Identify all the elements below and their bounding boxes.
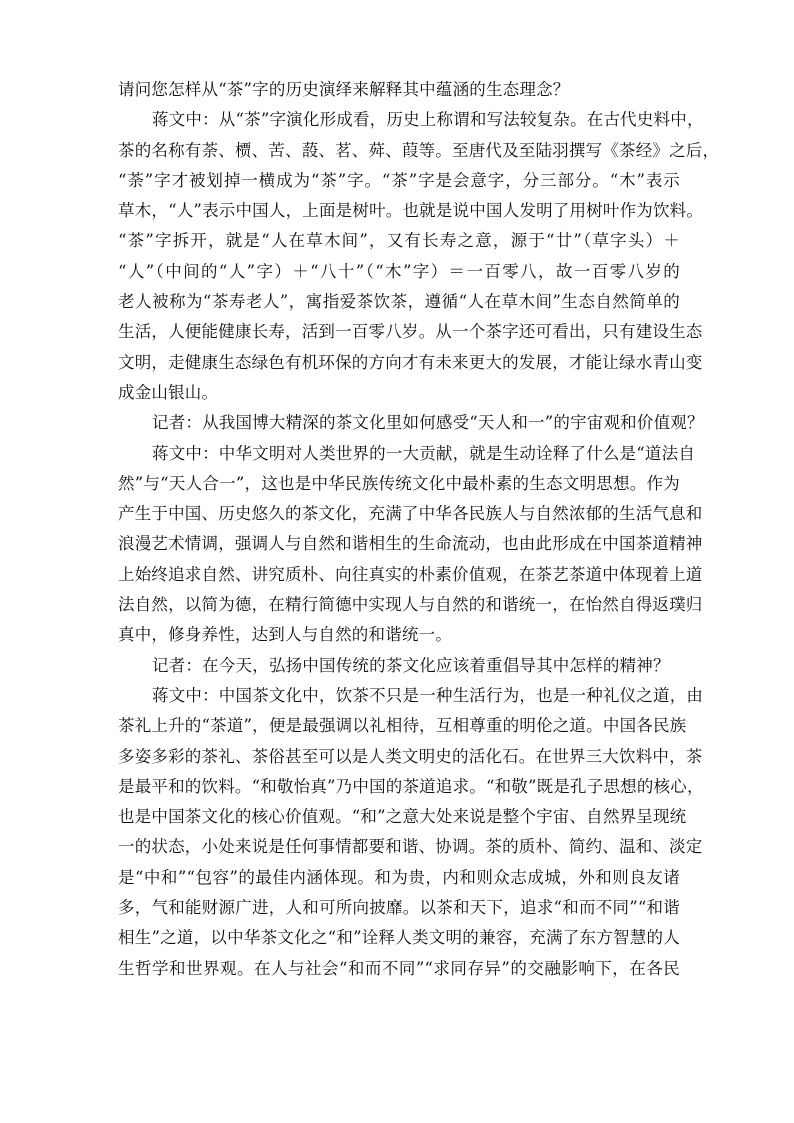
text-line: 草木，“人”表示中国人，上面是树叶。也就是说中国人发明了用树叶作为饮料。	[118, 201, 704, 221]
text-line: 记者：从我国博大精深的茶文化里如何感受“天人和一”的宇宙观和价值观？	[152, 413, 704, 433]
text-line: 浪漫艺术情调，强调人与自然和谐相生的生命流动，也由此形成在中国茶道精神	[118, 534, 703, 554]
text-line: 也是中国茶文化的核心价值观。“和”之意大处来说是整个宇宙、自然界呈现统	[118, 807, 687, 827]
text-line: 然”与“天人合一”，这也是中华民族传统文化中最朴素的生态文明思想。作为	[118, 473, 680, 493]
text-line: “人”（中间的“人”字）＋“八十”（“木”字）＝一百零八，故一百零八岁的	[118, 261, 680, 281]
text-line: 蒋文中：从“茶”字演化形成看，历史上称谓和写法较复杂。在古代史料中，	[152, 110, 704, 130]
text-line: 是最平和的饮料。“和敬怡真”乃中国的茶道追求。“和敬”既是孔子思想的核心，	[118, 776, 704, 796]
text-line: 茶的名称有荼、槚、苦、蔎、茗、荈、葭等。至唐代及至陆羽撰写《茶经》之后，	[118, 140, 720, 160]
text-line: 多，气和能财源广进，人和可所向披靡。以茶和天下，追求“和而不同”“和谐	[118, 898, 680, 918]
document-page	[118, 80, 720, 989]
text-line: 生活，人便能健康长寿，活到一百零八岁。从一个茶字还可看出，只有建设生态	[118, 322, 703, 342]
text-line: 老人被称为“茶寿老人”，寓指爱茶饮茶，遵循“人在草木间”生态自然简单的	[118, 292, 680, 312]
text-line: 法自然，以简为德，在精行简德中实现人与自然的和谐统一，在怡然自得返璞归	[118, 595, 703, 615]
text-line: 多姿多彩的茶礼、茶俗甚至可以是人类文明史的活化石。在世界三大饮料中，茶	[118, 746, 703, 766]
text-line: 记者：在今天，弘扬中国传统的茶文化应该着重倡导其中怎样的精神？	[152, 655, 670, 675]
text-line: 上始终追求自然、讲究质朴、向往真实的朴素价值观，在茶艺茶道中体现着上道	[118, 564, 703, 584]
text-line: 一的状态，小处来说是任何事情都要和谐、协调。茶的质朴、简约、温和、淡定	[118, 837, 703, 857]
text-line: 产生于中国、历史悠久的茶文化，充满了中华各民族人与自然浓郁的生活气息和	[118, 504, 703, 524]
text-line: 文明，走健康生态绿色有机环保的方向才有未来更大的发展，才能让绿水青山变	[118, 352, 703, 372]
text-line: “茶”字拆开，就是“人在草木间”，又有长寿之意，源于“廿”（草字头）＋	[118, 231, 680, 251]
text-line: 成金山银山。	[118, 382, 219, 402]
text-line: 蒋文中：中华文明对人类世界的一大贡献，就是生动诠释了什么是“道法自	[152, 443, 696, 463]
text-line: 是“中和”“包容”的最佳内涵体现。和为贵，内和则众志成城，外和则良友诸	[118, 867, 680, 887]
text-line: 生哲学和世界观。在人与社会“和而不同”“求同存异”的交融影响下，在各民	[118, 958, 680, 978]
text-line: 请问您怎样从“茶”字的历史演绎来解释其中蕴涵的生态理念？	[118, 80, 570, 99]
text-line: 茶礼上升的“茶道”，便是最强调以礼相待，互相尊重的明伦之道。中国各民族	[118, 716, 687, 736]
text-line: 相生”之道，以中华茶文化之“和”诠释人类文明的兼容，充满了东方智慧的人	[118, 928, 680, 948]
text-line: “荼”字才被划掉一横成为“茶”字。“茶”字是会意字，分三部分。“木”表示	[118, 170, 680, 190]
text-line: 真中，修身养性，达到人与自然的和谐统一。	[118, 625, 452, 645]
text-line: 蒋文中：中国茶文化中，饮茶不只是一种生活行为，也是一种礼仪之道，由	[152, 685, 704, 705]
